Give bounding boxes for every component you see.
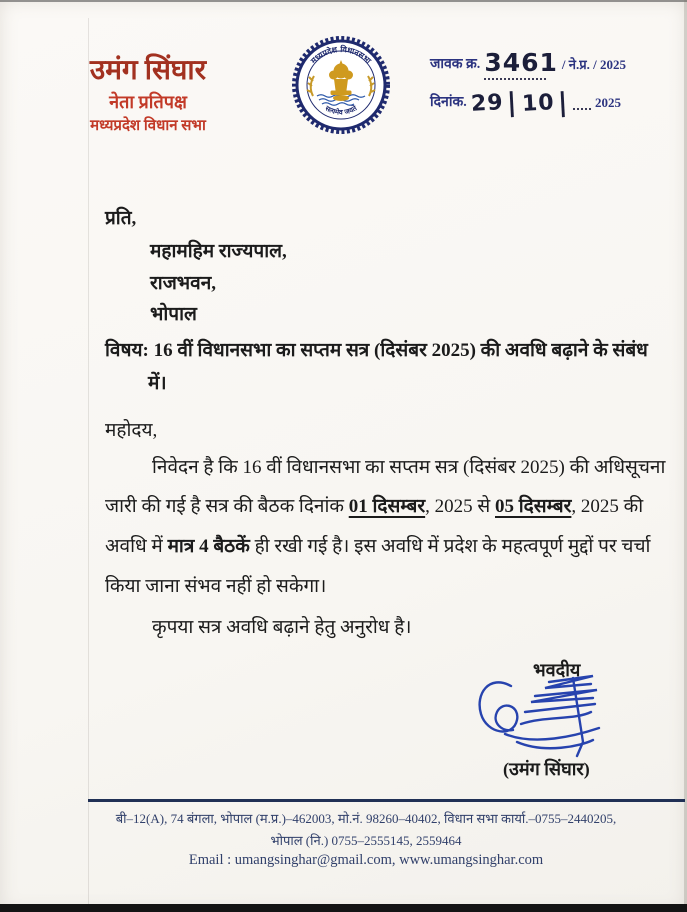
date-separator: | xyxy=(506,87,519,119)
page-fold-line xyxy=(88,18,89,904)
body-text: , 2025 की xyxy=(571,496,644,517)
footer-address-line: बी–12(A), 74 बंगला, भोपाल (म.प्र.)–462003, मो.नं. 98260–40402, विधान सभा कार्या.–0755–2440205, xyxy=(115,811,617,826)
dispatch-number-suffix: / ने.प्र. / 2025 xyxy=(561,57,626,72)
body-greeting: महोदय, xyxy=(105,420,158,441)
scan-edge-bottom xyxy=(0,904,687,912)
letterhead-title: नेता प्रतिपक्ष xyxy=(109,92,187,112)
dispatch-number-handwritten: 3461 xyxy=(484,48,558,77)
body-request-line: कृपया सत्र अवधि बढ़ाने हेतु अनुरोध है। xyxy=(152,617,412,638)
recipient-line: राजभवन, xyxy=(150,273,217,294)
signature-scribble xyxy=(465,672,655,768)
session-start-date: 01 दिसम्बर xyxy=(348,496,426,517)
date-month-handwritten: 10 xyxy=(521,90,556,117)
footer-email-line: Email : umangsinghar@gmail.com, www.umangsinghar.com xyxy=(188,852,544,868)
recipient-line: भोपाल xyxy=(150,304,197,325)
body-line-4: किया जाना संभव नहीं हो सकेगा। xyxy=(105,576,327,597)
dispatch-number-row xyxy=(430,48,626,77)
body-text: , 2025 से xyxy=(425,496,495,517)
date-label: दिनांक. xyxy=(430,95,467,110)
date-row xyxy=(430,87,621,119)
session-end-date: 05 दिसम्बर xyxy=(495,496,572,517)
sittings-count-emphasis: मात्र 4 बैठकें xyxy=(167,536,250,557)
subject-line-1: विषय: 16 वीं विधानसभा का सप्तम सत्र (दिसंबर 2025) की अवधि बढ़ाने के संबंध xyxy=(105,340,648,361)
letterhead-name: उमंग सिंघार xyxy=(89,55,207,86)
emblem-top-text: मध्यप्रदेश विधानसभा xyxy=(309,44,373,66)
emblem-icon xyxy=(291,34,391,136)
signature-icon xyxy=(465,672,655,768)
date-separator: | xyxy=(557,87,570,119)
body-line-3 xyxy=(105,532,650,558)
body-text: जारी की गई है सत्र की बैठक दिनांक xyxy=(105,496,349,517)
recipient-salutation: प्रति, xyxy=(105,208,137,229)
subject-line-2: में। xyxy=(148,373,167,394)
date-year-printed: 2025 xyxy=(594,95,621,110)
footer-divider xyxy=(88,799,685,802)
body-text: ही रखी गई है। इस अवधि में प्रदेश के महत्वपूर्ण मुद्दों पर चर्चा xyxy=(249,536,651,557)
date-day-handwritten: 29 xyxy=(470,90,504,117)
body-line-2 xyxy=(105,492,643,518)
closing-salutation: भवदीय xyxy=(533,660,581,680)
dotted-line xyxy=(573,94,591,110)
emblem-bottom-text: सत्यमेव जयते xyxy=(323,104,359,117)
body-line-1: निवेदन है कि 16 वीं विधानसभा का सप्तम सत्र (दिसंबर 2025) की अधिसूचना xyxy=(152,457,666,478)
body-text: अवधि में xyxy=(105,536,168,557)
recipient-line: महामहिम राज्यपाल, xyxy=(150,241,287,262)
dispatch-number-label: जावक क्र. xyxy=(430,57,481,72)
footer-phone-line: भोपाल (नि.) 0755–2555145, 2559464 xyxy=(270,833,462,848)
vidhan-sabha-emblem xyxy=(291,34,391,136)
scan-edge-top xyxy=(0,0,687,2)
signatory-name: (उमंग सिंघार) xyxy=(503,759,590,779)
letterhead-organization: मध्यप्रदेश विधान सभा xyxy=(90,118,206,134)
dotted-line xyxy=(484,64,546,80)
